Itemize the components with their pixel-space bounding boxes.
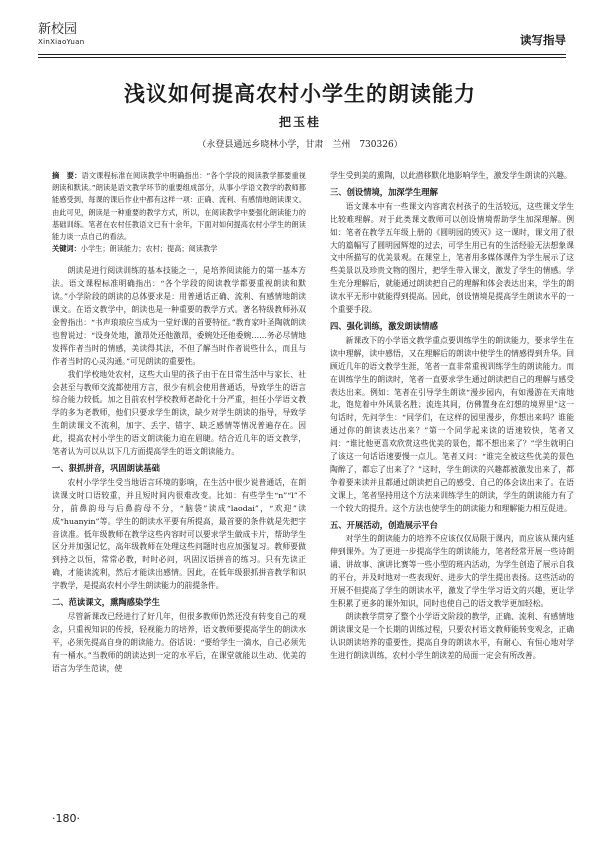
page-header bbox=[38, 22, 566, 62]
paragraph: 尽管新课改已经进行了好几年，但很多教师仍然还没有转变自己的观念，只重视知识的传授，轻视能力的培养，语文教师要提高学生的朗读水平，必须先提高自身的朗读能力。俗话说：“要给学生一滴水，自己必须先有一桶水。”当教师的朗读达到一定的水平后，在课堂就能以生动、优美的语言为学生范读，使 bbox=[52, 611, 306, 673]
paragraph: 朗读是进行阅读训练的基本技能之一，是培养阅读能力的第一基本方法。语文课程标准明确指出：“各个学段的阅读教学都要重视朗读和默读。”小学阶段的朗读的总体要求是：用普通话正确、流利、有感情地朗读课文。在语文教学中，朗读也是一种重要的教学方式。著名特级教师孙双金曾指出：“书声琅琅应当成为一堂好课的首要特征。”教育家叶圣陶就朗读也曾说过：“设身处地，激昂处还他激昂，委婉处还他委婉……务必尽情地发挥作者当时的情感，美读得其法，不但了解当时作者说些什么，而且与作者当时的心灵沟通。”可见朗读的重要性。 bbox=[52, 266, 306, 366]
section-tag: 读写指导 bbox=[520, 33, 566, 47]
header-rule bbox=[38, 54, 566, 55]
article-title: 浅议如何提高农村小学生的朗读能力 bbox=[124, 82, 476, 106]
abstract-text: 语文课程标准在阅读教学中明确指出：“各个学段的阅读教学都要重视朗读和默读。”朗读是语文教学环节的重要组成部分，从事小学语文教学的教师都能感受到，每课的课后作业中都有这样一项：正确、流利、有感情地朗读课文。由此可见，朗读是一种重要的教学方式，所以，在阅读教学中要强化朗读能力的基础训练。笔者在农村任教语文已有十余年，下面对如何提高农村小学生的朗读能力谈一点自己的看法。 bbox=[52, 171, 306, 242]
spacer bbox=[52, 255, 306, 265]
keywords-text: 小学生；朗读能力；农村；提高；阅读教学 bbox=[80, 244, 218, 254]
article-author: 把玉桂 bbox=[278, 115, 321, 129]
page-number: ·180· bbox=[52, 812, 80, 825]
section-heading: 二、范读课文，熏陶感染学生 bbox=[52, 597, 160, 608]
header-rule-thin bbox=[38, 57, 566, 58]
paragraph: 语文课本中有一些课文内容离农村孩子的生活较远，这些课文学生比较难理解。对于此类课文教师可以创设情境帮助学生加深理解。例如：笔者在教学五年级上册的《圆明园的毁灭》这一课时，课文用了很大的篇幅写了圆明园辉煌的过去，可学生用已有的生活经验无法想象课文中所描写的优美景观。在课堂上，笔者用多媒体课件为学生展示了这些美景以及珍贵文物的图片，把学生带入课文，激发了学生的情感。学生充分理解后，就能通过朗读把自己的理解和体会表达出来，学生的朗读水平无形中就能得到提高。因此，创设情境是提高学生朗读水平的一个重要手段。 bbox=[330, 201, 574, 315]
author-affiliation: （永登县通远乡晓林小学，甘肃 兰州 730326） bbox=[197, 140, 403, 150]
paragraph: 新课改下的小学语文教学重点要训练学生的朗读能力，要求学生在读中理解，读中感悟，又在理解后的朗读中使学生的情感得到升华。回顾近几年的语文教学生涯，笔者一直非常重视训练学生的朗读能力。而在训练学生的朗读时，笔者一直要求学生通过朗读把自己的理解与感受表达出来。例如：笔者在引导学生朗读“漫步园内，有如漫游在天南地北，饱览着中外风景名胜；流连其间，仿佛置身在幻想的境界里”这一句话时，先问学生：“同学们，在这样的园里漫步，你想出来吗？谁能通过你的朗读表达出来？”第一个同学起来读的语速较快，笔者又问：“谁比他更喜欢欣赏这些优美的景色，都不想出来了？”学生就明白了该这一句话语速要慢一点儿。笔者又问：“谁完全被这些优美的景色陶醉了，都忘了出来了？”这时，学生朗读的兴趣都被激发出来了，都争着要来读并且都通过朗读把自己的感受、自己的体会读出来了。在语文课上，笔者坚持用这个方法来训练学生的朗读，学生的朗读能力有了一个较大的提升。这个方法也使学生的朗读能力和理解能力相互促进。 bbox=[330, 335, 574, 513]
paragraph: 学生受到美的熏陶，以此潜移默化地影响学生，激发学生朗读的兴趣。 bbox=[330, 171, 572, 180]
section-heading: 五、开展活动，创造展示平台 bbox=[330, 519, 438, 530]
section-heading: 四、强化训练，激发朗读情感 bbox=[330, 320, 438, 331]
journal-name-pinyin: XinXiaoYuan bbox=[38, 38, 85, 46]
paragraph: 对学生的朗读能力的培养不应该仅仅局限于课内，而应该从课内延伸到课外。为了更进一步提高学生的朗读能力，笔者经常开展一些诗朗诵、讲故事、演讲比赛等一些小型的班内活动，为学生创造了展示自我的平台，并及时地对一些表现好、进步大的学生提出表扬。这些活动的开展不但提高了学生的朗读水平，激发了学生学习语文的兴趣，更让学生积累了更多的课外知识，同时也使自己的语文教学更加轻松。 bbox=[330, 534, 574, 608]
right-column bbox=[330, 170, 574, 663]
left-column bbox=[52, 170, 306, 676]
section-heading: 三、创设情境，加深学生理解 bbox=[330, 186, 438, 197]
paragraph: 朗读教学贯穿了整个小学语文阶段的教学，正确、流利、有感情地朗读课文是一个长期的训练过程，只要农村语文教师能转变观念，正确认识朗读培养的重要性，提高自身的朗读水平，有耐心、有恒心地对学生进行朗读训练，农村小学生朗读差的局面一定会有所改善。 bbox=[330, 611, 574, 660]
abstract bbox=[52, 170, 306, 243]
keywords bbox=[52, 243, 306, 255]
paragraph: 我们学校地处农村，这些大山里的孩子由于在日常生活中与家长、社会甚至与教师交流都使用方言，很少有机会使用普通话，导致学生的语言综合能力较低。加之目前农村学校教师老龄化十分严重，担任小学语文教学的多为老教师，他们只要求学生朗读，缺少对学生朗读的指导，导致学生朗读课文不流利，加字、丢字、错字、缺乏感情等情况普遍存在。因此，提高农村小学生的语文朗读能力迫在眉睫。结合近几年的语文教学，笔者认为可以从以下几方面提高学生的语文朗读能力。 bbox=[52, 369, 306, 457]
keywords-label: 关键词： bbox=[52, 244, 81, 254]
section-heading: 一、狠抓拼音，巩固朗读基础 bbox=[52, 463, 160, 474]
paragraph: 农村小学学生受当地语言环境的影响，在生活中很少说普通话，在朗读课文时口语较重，并且短时间内很难改变。比如：有些学生“n”“l”不分，前鼻韵母与后鼻韵母不分，“脑袋”读成“laodai”，“欢迎”读成“huanyin”等。学生的朗读水平要有所提高，最首要的条件就是先把字音读准。低年级教师在教学这些内容时可以要求学生做成卡片，帮助学生区分并加强记忆，高年级教师在处理这些问题时也应加强复习。教师要做到持之以恒，常常必教，时时必问，巩固汉语拼音的练习。只有先读正确，才能读流利，然后才能读出感情。因此，在低年级狠抓拼音教学和识字教学，是提高农村小学生朗读能力的前提条件。 bbox=[52, 477, 306, 591]
journal-name: 新校园 bbox=[38, 22, 78, 37]
abstract-label: 摘 要： bbox=[52, 171, 82, 180]
